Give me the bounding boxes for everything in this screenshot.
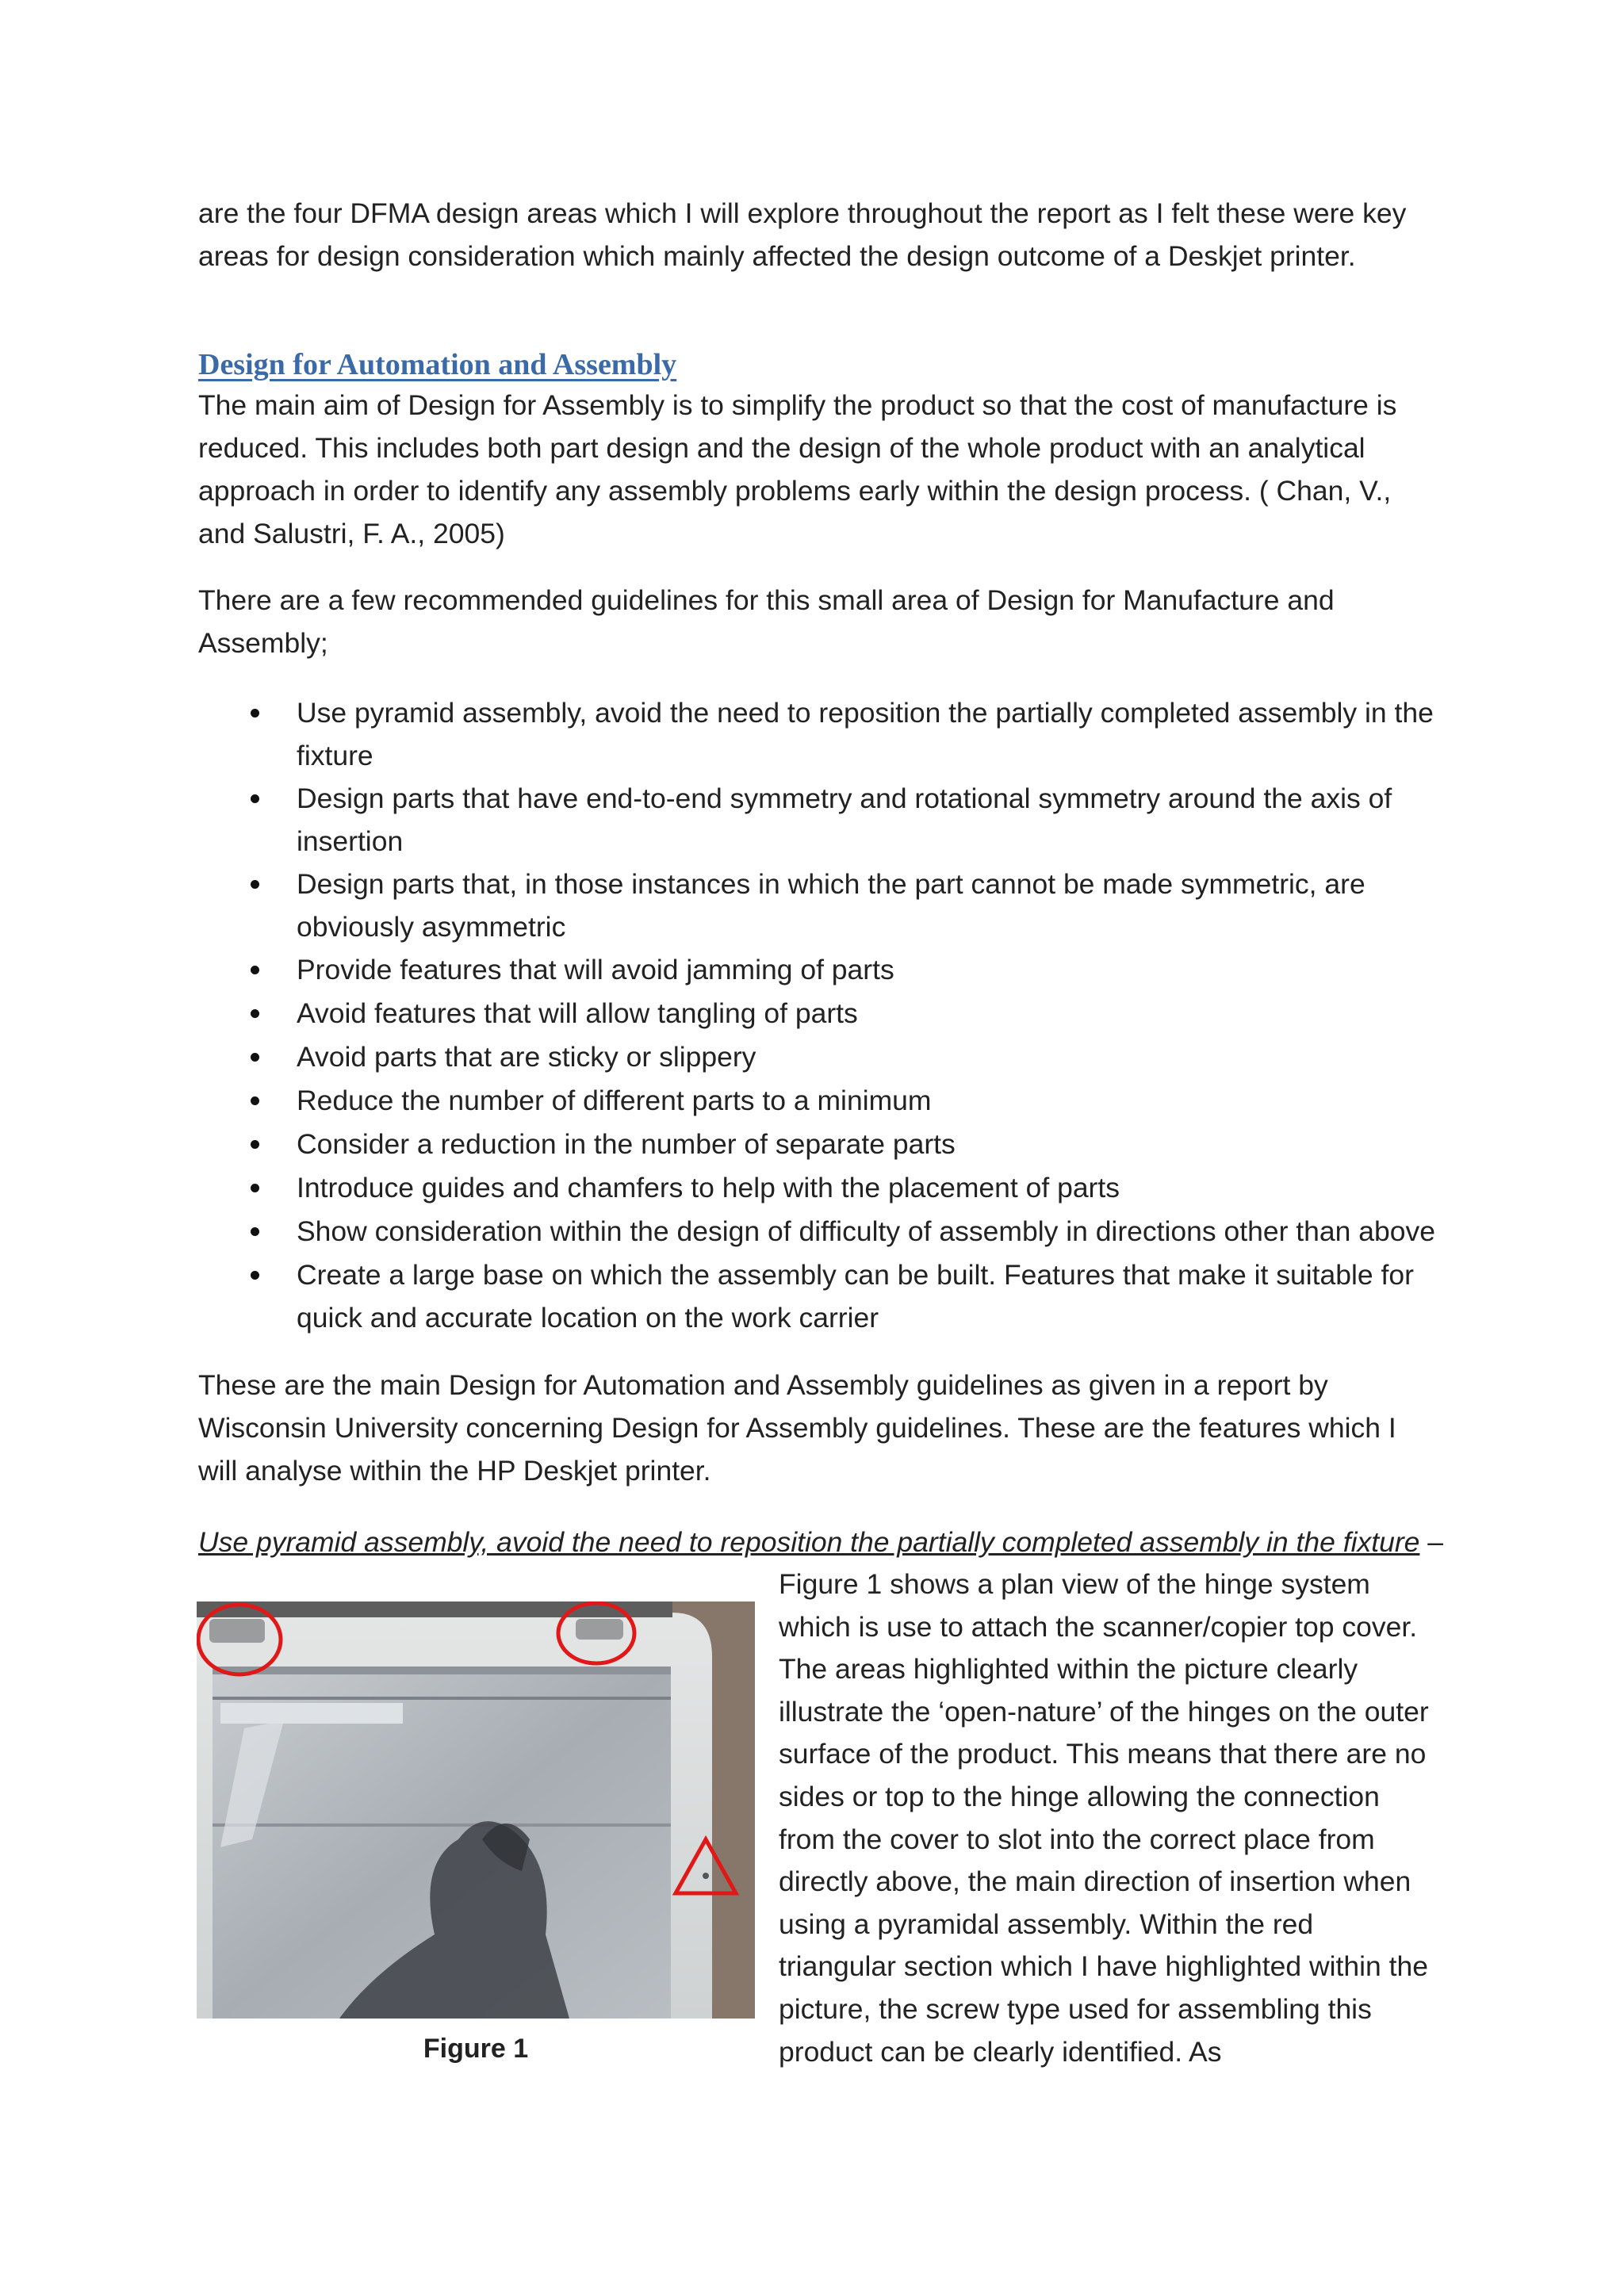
- figure-description-paragraph: Figure 1 shows a plan view of the hinge system which is use to attach the scanner/copier top cover. The areas highlighted within the picture clearly illustrate the ‘open-nature’ of the hinges on the outer surface of the product. This means that there are no sides or top to the hinge allowing the connection from the cover to slot into the correct place from directly above, the main direction of insertion when using a pyramidal assembly. Within the red triangular section which I have highlighted within the picture, the screw type used for assembling this product can be clearly identified. As: [779, 1568, 1429, 2068]
- list-item: Design parts that have end-to-end symmetry and rotational symmetry around the axis of insertion: [198, 777, 1467, 863]
- list-item: Show consideration within the design of difficulty of assembly in directions other than above: [198, 1210, 1467, 1253]
- aim-paragraph: The main aim of Design for Assembly is to simplify the product so that the cost of manufacture is reduced. This includes both part design and the design of the whole product with an analytical approach in order to identify any assembly problems early within the design process. ( Chan, V., and Salustri, F. A., 2005): [198, 389, 1397, 549]
- guidelines-intro-paragraph: There are a few recommended guidelines for this small area of Design for Manufacture and Assembly;: [198, 584, 1335, 659]
- figure-1-image: [197, 1601, 755, 2019]
- hinge-right: [576, 1619, 623, 1640]
- subsection-heading: [198, 1521, 1467, 1563]
- list-item: Avoid parts that are sticky or slippery: [198, 1035, 1467, 1078]
- list-item: Reduce the number of different parts to a minimum: [198, 1079, 1467, 1122]
- list-item: Introduce guides and chamfers to help with the placement of parts: [198, 1166, 1467, 1209]
- list-item: Design parts that, in those instances in which the part cannot be made symmetric, are obviously asymmetric: [198, 863, 1467, 948]
- list-item: Consider a reduction in the number of separate parts: [198, 1123, 1467, 1165]
- scanner-photo: [197, 1601, 755, 2019]
- hinge-left: [209, 1619, 265, 1643]
- list-item: Use pyramid assembly, avoid the need to reposition the partially completed assembly in the fixture: [198, 691, 1467, 777]
- summary-paragraph: These are the main Design for Automation and Assembly guidelines as given in a report by Wisconsin University concerning Design for Assembly guidelines. These are the features which I will analyse within the HP Deskjet printer.: [198, 1369, 1396, 1487]
- section-heading: Design for Automation and Assembly: [198, 348, 677, 381]
- list-item: Avoid features that will allow tangling of parts: [198, 992, 1467, 1035]
- subsection-dash: –: [1419, 1526, 1444, 1558]
- figure-caption: Figure 1: [423, 2034, 529, 2064]
- intro-paragraph: are the four DFMA design areas which I will explore throughout the report as I felt these were key areas for design consideration which mainly affected the design outcome of a Deskjet printer.: [198, 197, 1407, 272]
- list-item: Provide features that will avoid jamming of parts: [198, 948, 1467, 991]
- list-item: Create a large base on which the assembly can be built. Features that make it suitable for quick and accurate location on the work carrier: [198, 1253, 1467, 1339]
- guidelines-list: [198, 691, 1467, 1339]
- subsection-title: Use pyramid assembly, avoid the need to reposition the partially completed assembly in the fixture: [198, 1526, 1420, 1558]
